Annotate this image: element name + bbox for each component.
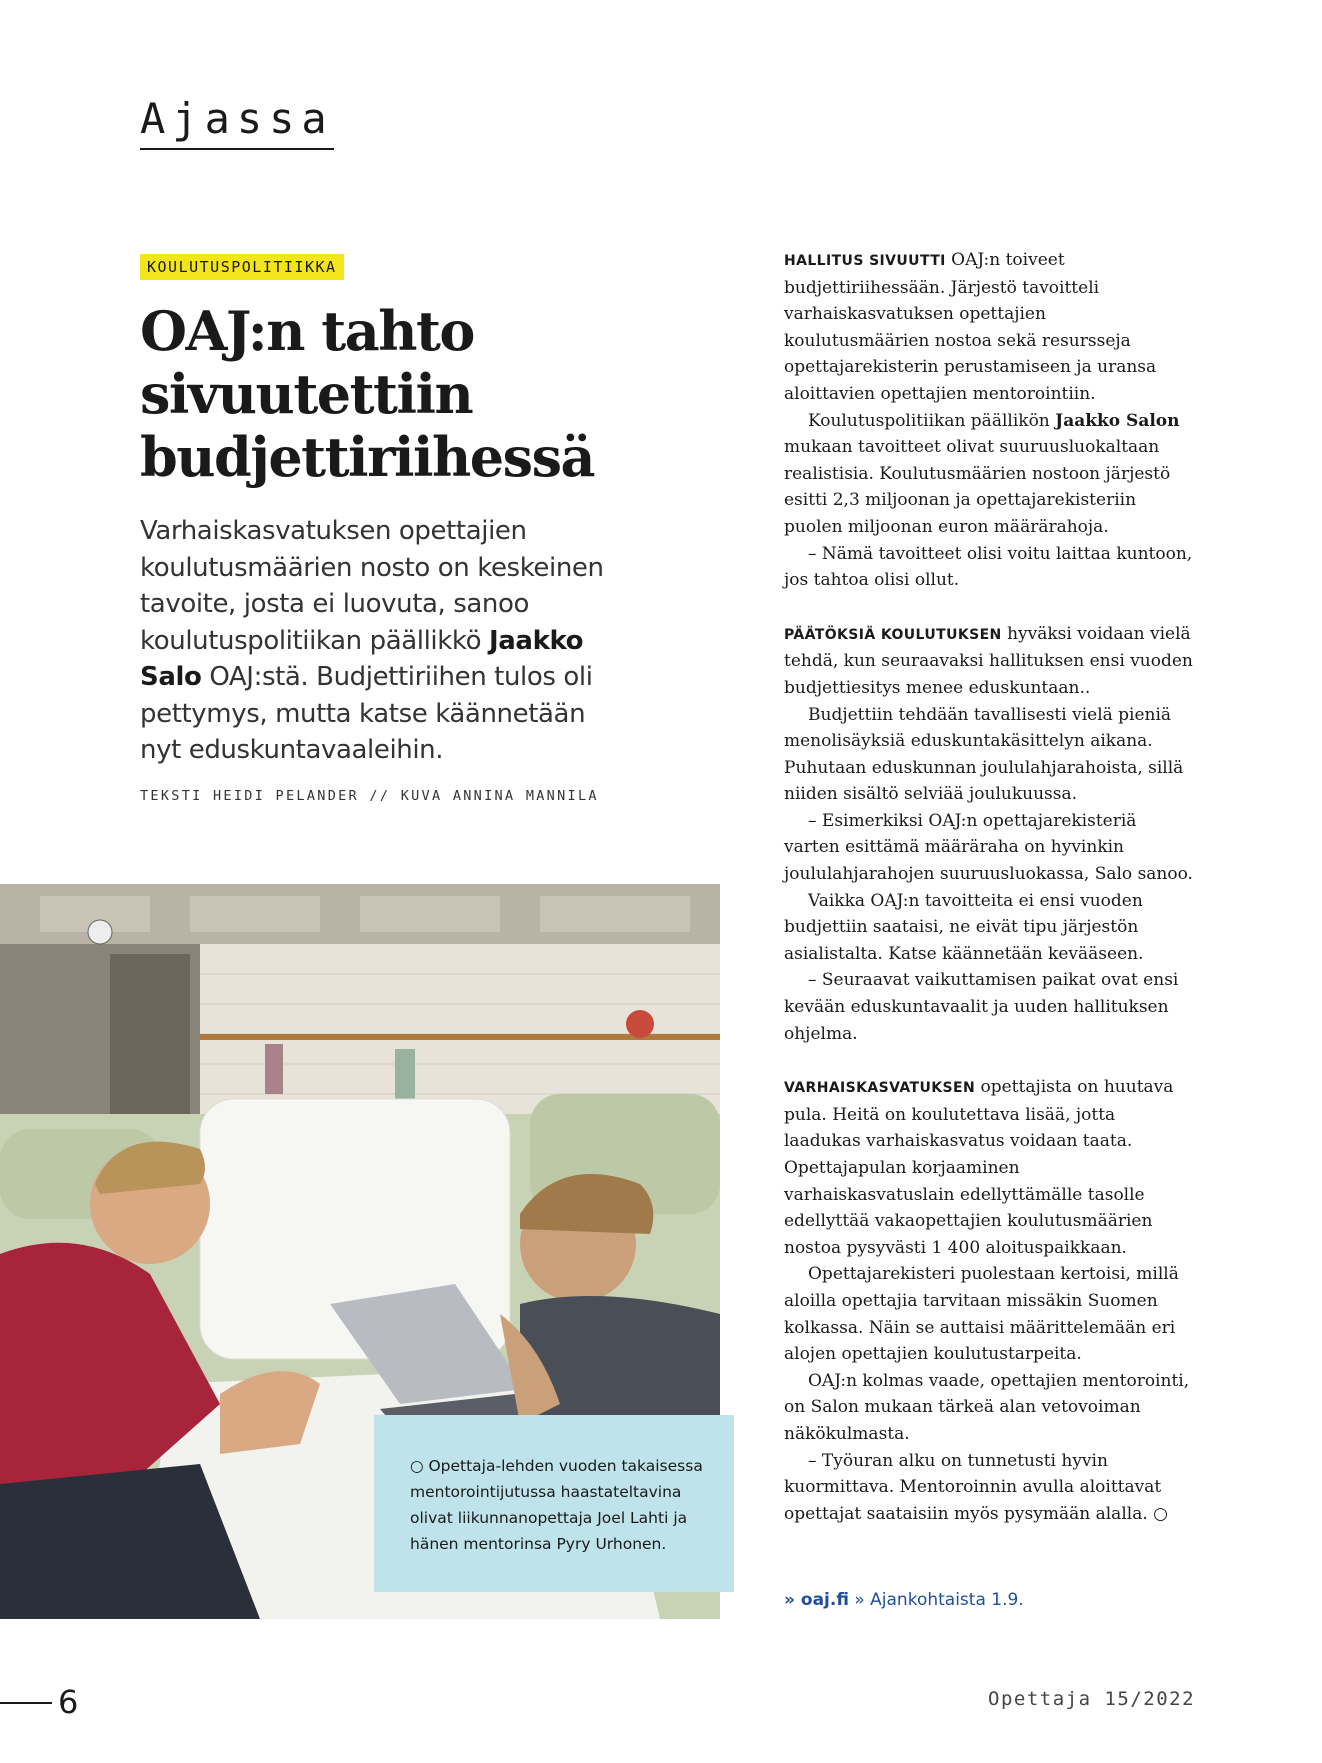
body-paragraph: Budjettiin tehdään tavallisesti vielä pieniä menolisäyksiä eduskuntakäsittelyn aikana. Puhutaan eduskunnan joululahjarahoista, sillä niiden sisältö selviää joulukuussa. [784,704,1184,805]
paragraph-text: hyväksi voidaan vielä tehdä, kun seuraavaksi hallituksen ensi vuoden budjettiesitys menee eduskuntaan.. [784,623,1193,698]
section-title: Ajassa [140,92,334,150]
lead-text-end: OAJ:stä. Budjettiriihen tulos oli pettymys, mutta katse käännetään nyt eduskuntavaaleihin. [140,662,593,765]
photo-caption-box [374,1415,734,1592]
section-lead-in: HALLITUS SIVUUTTI [784,253,946,269]
article-lead [140,513,610,769]
link-rest[interactable]: » Ajankohtaista 1.9. [848,1590,1024,1610]
body-paragraph: OAJ:n kolmas vaade, opettajien mentorointi, on Salon mukaan tärkeä alan vetovoiman näkökulmasta. [784,1370,1190,1444]
article-credits: TEKSTI HEIDI PELANDER // KUVA ANNINA MANNILA [140,788,599,804]
body-paragraph: Opettajarekisteri puolestaan kertoisi, millä aloilla opettajia tarvitaan missäkin Suomen kolkassa. Näin se auttaisi määrittelemään eri alojen opettajien koulutustarpeita. [784,1264,1179,1365]
paragraph-gap [784,594,1194,621]
body-paragraph [784,621,1194,702]
publication-issue: Opettaja 15/2022 [988,1688,1196,1710]
body-paragraph [784,247,1194,408]
link-prefix: » [784,1590,801,1610]
section-lead-in: VARHAISKASVATUKSEN [784,1080,976,1097]
body-paragraph [784,408,1194,541]
paragraph-text: OAJ:n toiveet budjettiriihessään. Järjestö tavoitteli varhaiskasvatuksen opettajien koulutusmäärien nostoa sekä resursseja opettajarekisterin perustamiseen ja uransa aloittavien opettajien mentorointiin. [784,250,1157,404]
paragraph-text: Koulutuspolitiikan päällikön [808,410,1056,431]
paragraph-text: mukaan tavoitteet olivat suuruusluokaltaan realistisia. Koulutusmäärien nostoon järjestö esitti 2,3 miljoonan ja opettajarekisteriin puolen miljoonan euron määrärahoja. [784,437,1171,537]
paragraph-gap [784,1047,1194,1074]
body-paragraph [784,1074,1194,1261]
paragraph-text: opettajista on huutava pula. Heitä on koulutettava lisää, jotta laadukas varhaiskasvatus voidaan taata. Opettajapulan korjaaminen varhaiskasvatuslain edellyttämälle tasolle edellyttää vakaopettajien koulutusmäärien nostoa pysyvästi 1 400 aloituspaikkaan. [784,1077,1174,1258]
link-site[interactable]: oaj.fi [800,1590,849,1610]
section-lead-in: PÄÄTÖKSIÄ KOULUTUKSEN [784,626,1002,643]
page-number: 6 [58,1683,79,1721]
folio-rule [0,1702,52,1704]
category-tag: KOULUTUSPOLITIIKKA [140,254,344,280]
lead-person-name: Jaakko Salo [140,625,584,692]
person-name: Jaakko Salon [1055,410,1180,431]
article-body [784,247,1194,1527]
body-paragraph: Vaikka OAJ:n tavoitteita ei ensi vuoden budjettiin saataisi, ne eivät tipu järjestön asialistalta. Katse käännetään kevääseen. [784,890,1144,964]
body-paragraph: – Nämä tavoitteet olisi voitu laittaa kuntoon, jos tahtoa olisi ollut. [784,543,1193,591]
body-paragraph: – Työuran alku on tunnetusti hyvin kuormittava. Mentoroinnin avulla aloittavat opettajat saataisiin myös pysymään alalla. ○ [784,1450,1168,1524]
body-paragraph: – Seuraavat vaikuttamisen paikat ovat ensi kevään eduskuntavaalit ja uuden hallituksen ohjelma. [784,970,1179,1044]
photo-caption: ○ Opettaja-lehden vuoden takaisessa mentorointijutussa haastateltavina olivat liikunnanopettaja Joel Lahti ja hänen mentorinsa Pyry Urhonen. [410,1457,703,1553]
body-paragraph: – Esimerkiksi OAJ:n opettajarekisteriä varten esittämä määräraha on hyvinkin joululahjarahojen suuruusluokassa, Salo sanoo. [784,810,1193,885]
article-headline: OAJ:n tahto sivuutettiin budjettiriihessä [140,299,594,489]
related-link[interactable] [784,1590,1024,1610]
lead-text: Varhaiskasvatuksen opettajien koulutusmäärien nosto on keskeinen tavoite, josta ei luovuta, sanoo koulutuspolitiikan päällikkö [140,516,604,656]
